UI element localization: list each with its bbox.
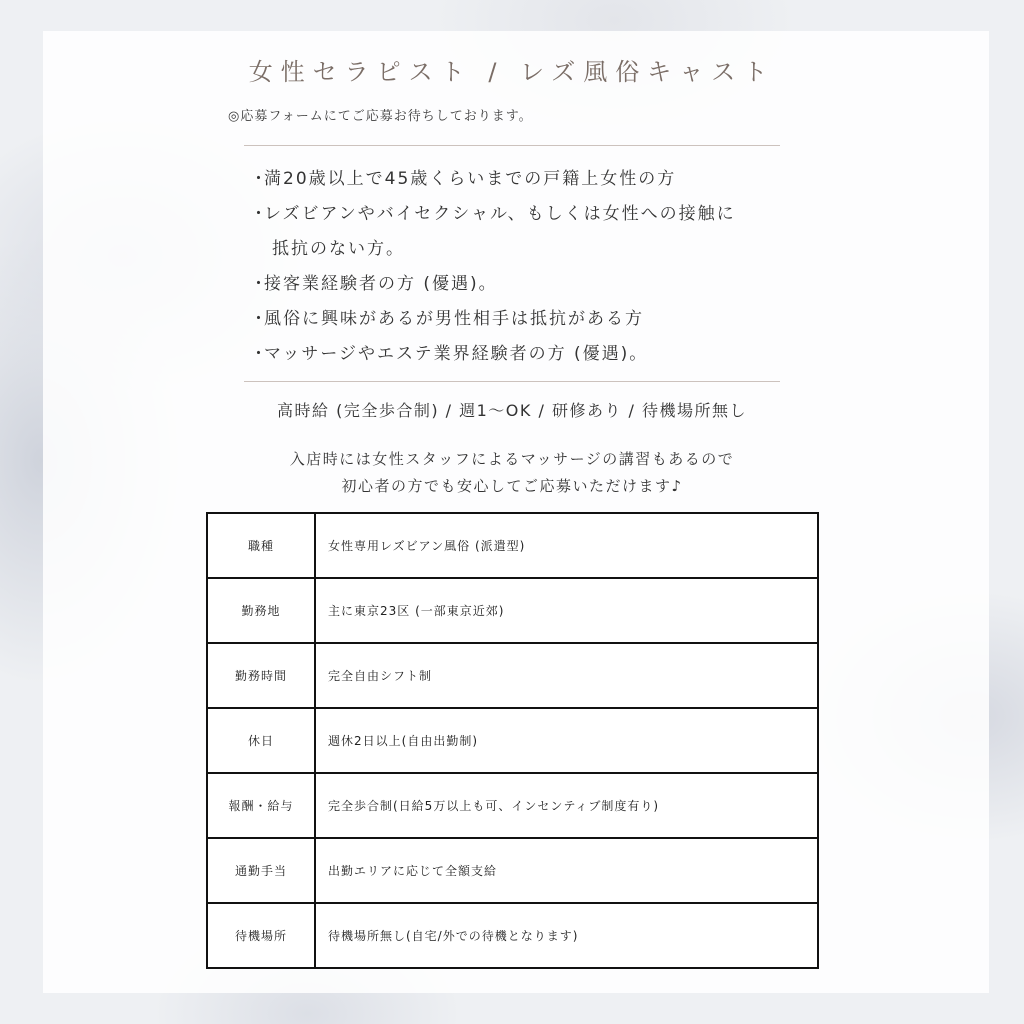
table-row — [207, 838, 818, 903]
row-label: 報酬・給与 — [207, 773, 315, 838]
bullet-mark: ・ — [250, 344, 269, 364]
divider — [244, 381, 780, 382]
table-row — [207, 643, 818, 708]
table-row — [207, 578, 818, 643]
row-label: 勤務時間 — [207, 643, 315, 708]
table-row — [207, 773, 818, 838]
row-value: 完全自由シフト制 — [315, 643, 818, 708]
requirement-item: ・レズビアンやバイセクシャル、もしくは女性への接触に — [250, 197, 810, 232]
requirement-item: ・マッサージやエステ業界経験者の方 (優遇)。 — [250, 337, 810, 372]
row-value: 完全歩合制(日給5万以上も可、インセンティブ制度有り) — [315, 773, 818, 838]
row-value: 出勤エリアに応じて全額支給 — [315, 838, 818, 903]
table-row — [207, 708, 818, 773]
table-row — [207, 513, 818, 578]
row-label: 待機場所 — [207, 903, 315, 968]
divider — [244, 145, 780, 146]
job-info-table — [206, 512, 819, 969]
requirement-item: ・満20歳以上で45歳くらいまでの戸籍上女性の方 — [250, 162, 810, 197]
requirement-item-continued: 抵抗のない方。 — [272, 239, 405, 259]
page-title: 女性セラピスト / レズ風俗キャスト — [248, 58, 776, 86]
row-label: 勤務地 — [207, 578, 315, 643]
row-value: 女性専用レズビアン風俗 (派遣型) — [315, 513, 818, 578]
row-value: 週休2日以上(自由出勤制) — [315, 708, 818, 773]
bullet-mark: ・ — [250, 169, 269, 189]
requirement-item: ・風俗に興味があるが男性相手は抵抗がある方 — [250, 302, 810, 337]
table-row — [207, 903, 818, 968]
pay-summary: 高時給 (完全歩合制) / 週1～OK / 研修あり / 待機場所無し — [276, 401, 748, 420]
row-value: 主に東京23区 (一部東京近郊) — [315, 578, 818, 643]
bullet-mark: ・ — [250, 309, 269, 329]
bullet-mark: ・ — [250, 274, 269, 294]
bullet-mark: ・ — [250, 204, 269, 224]
training-note: 入店時には女性スタッフによるマッサージの講習もあるので 初心者の方でも安心してご応募いただけます♪ — [289, 450, 735, 495]
requirement-item: ・接客業経験者の方 (優遇)。 — [250, 267, 810, 302]
row-value: 待機場所無し(自宅/外での待機となります) — [315, 903, 818, 968]
requirements-list — [250, 162, 810, 372]
row-label: 通勤手当 — [207, 838, 315, 903]
row-label: 休日 — [207, 708, 315, 773]
row-label: 職種 — [207, 513, 315, 578]
application-note: ◎応募フォームにてご応募お待ちしております。 — [228, 109, 533, 124]
